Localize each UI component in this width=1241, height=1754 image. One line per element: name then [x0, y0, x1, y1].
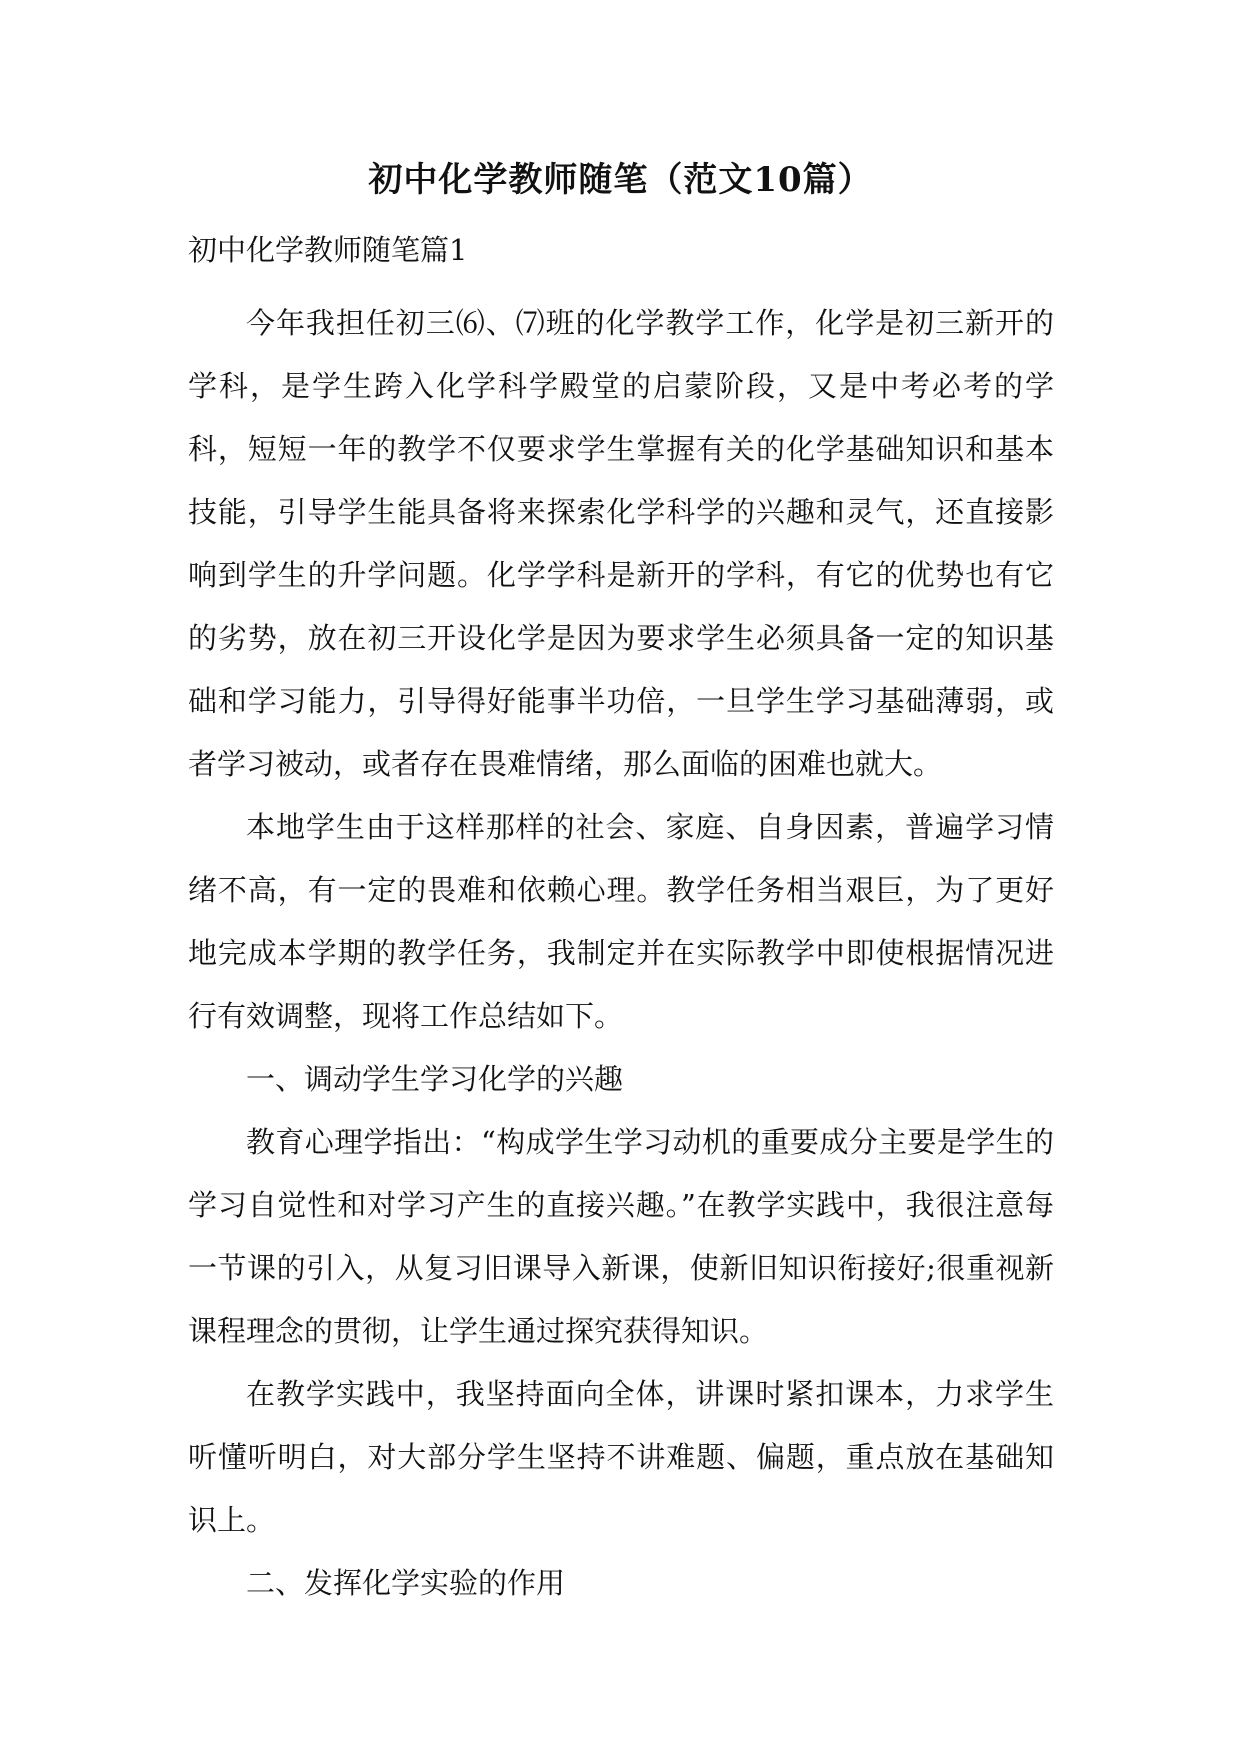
paragraph-1: 今年我担任初三⑹、⑺班的化学教学工作，化学是初三新开的学科，是学生跨入化学科学殿堂的启蒙阶段，又是中考必考的学科，短短一年的教学不仅要求学生掌握有关的化学基础知识和基本技能，引导学生能具备将来探索化学科学的兴趣和灵气，还直接影响到学生的升学问题。化学学科是新开的学科，有它的优势也有它的劣势，放在初三开设化学是因为要求学生必须具备一定的知识基础和学习能力，引导得好能事半功倍，一旦学生学习基础薄弱，或者学习被动，或者存在畏难情绪，那么面临的困难也就大。	[188, 306, 1054, 781]
document-body	[188, 228, 1054, 1615]
paragraph-4: 教育心理学指出：“构成学生学习动机的重要成分主要是学生的学习自觉性和对学习产生的直接兴趣。”在教学实践中，我很注意每一节课的引入，从复习旧课导入新课，使新旧知识衔接好;很重视新课程理念的贯彻，让学生通过探究获得知识。	[188, 1125, 1054, 1348]
paragraph-2: 本地学生由于这样那样的社会、家庭、自身因素，普遍学习情绪不高，有一定的畏难和依赖心理。教学任务相当艰巨，为了更好地完成本学期的教学任务，我制定并在实际教学中即使根据情况进行有效调整，现将工作总结如下。	[188, 810, 1054, 1033]
paragraph-5: 在教学实践中，我坚持面向全体，讲课时紧扣课本，力求学生听懂听明白，对大部分学生坚持不讲难题、偏题，重点放在基础知识上。	[188, 1377, 1054, 1537]
paragraph-6-heading: 二、发挥化学实验的作用	[246, 1566, 566, 1600]
document-title: 初中化学教师随笔（范文10篇）	[368, 160, 873, 200]
paragraph-3-heading: 一、调动学生学习化学的兴趣	[246, 1062, 624, 1096]
section-heading: 初中化学教师随笔篇1	[188, 233, 468, 267]
